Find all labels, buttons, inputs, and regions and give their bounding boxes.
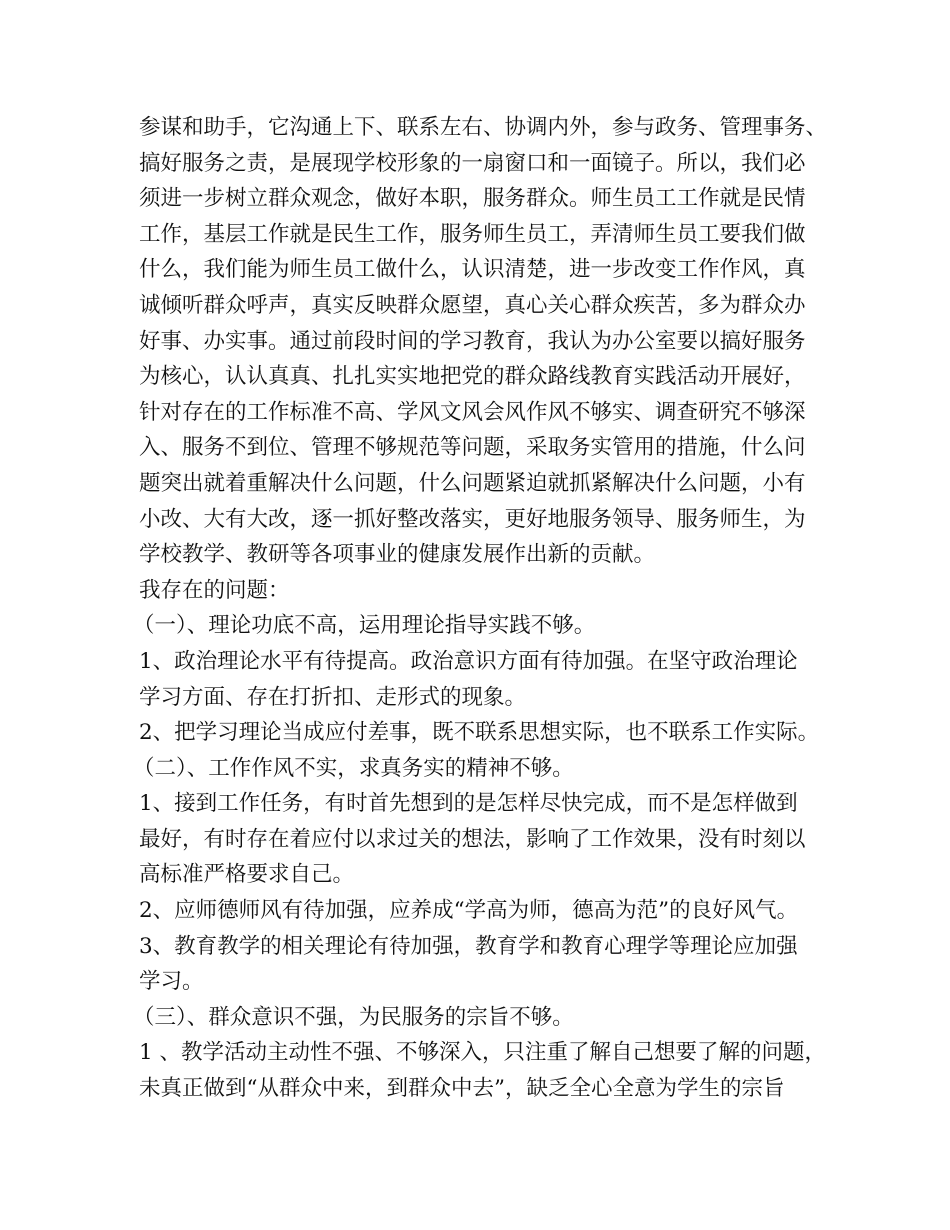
body-line: 入、服务不到位、管理不够规范等问题，采取务实管用的措施，什么问 <box>139 435 806 461</box>
body-line: 什么，我们能为师生员工做什么，认识清楚，进一步改变工作作风，真 <box>139 257 806 283</box>
body-line: 诚倾听群众呼声，真实反映群众愿望，真心关心群众疾苦，多为群众办 <box>139 292 806 318</box>
body-line: 须进一步树立群众观念，做好本职，服务群众。师生员工工作就是民情 <box>139 186 806 212</box>
list-item: 2、把学习理论当成应付差事，既不联系思想实际，也不联系工作实际。 <box>139 720 820 746</box>
subsection-heading: （三）、群众意识不强，为民服务的宗旨不够。 <box>133 1004 574 1030</box>
list-item-continuation: 学习方面、存在打折扣、走形式的现象。 <box>139 684 527 710</box>
list-item: 2、应师德师风有待加强，应养成“学高为师，德高为范”的良好风气。 <box>139 898 799 924</box>
document-body <box>133 110 829 1107</box>
body-line: 参谋和助手，它沟通上下、联系左右、协调内外，参与政务、管理事务、 <box>139 115 828 140</box>
list-item: 3、教育教学的相关理论有待加强，教育学和教育心理学等理论应加强 <box>139 933 798 959</box>
list-item: 1、政治理论水平有待提高。政治意识方面有待加强。在坚守政治理论 <box>139 648 798 674</box>
body-line: 学校教学、教研等各项事业的健康发展作出新的贡献。 <box>139 542 656 568</box>
body-line: 工作，基层工作就是民生工作，服务师生员工，弄清师生员工要我们做 <box>139 221 806 247</box>
list-item-continuation: 未真正做到“从群众中来，到群众中去”，缺乏全心全意为学生的宗旨 <box>139 1076 785 1102</box>
list-item-continuation: 高标准严格要求自己。 <box>139 862 355 888</box>
body-line: 好事、办实事。通过前段时间的学习教育，我认为办公室要以搞好服务 <box>139 328 806 354</box>
list-item: 1 、教学活动主动性不强、不够深入，只注重了解自己想要了解的问题， <box>139 1040 827 1066</box>
body-line: 针对存在的工作标准不高、学风文风会风作风不够实、调查研究不够深 <box>139 399 806 425</box>
list-item-continuation: 最好，有时存在着应付以求过关的想法，影响了工作效果，没有时刻以 <box>139 826 806 852</box>
body-line: 小改、大有大改，逐一抓好整改落实，更好地服务领导、服务师生，为 <box>139 506 806 532</box>
section-heading: 我存在的问题： <box>139 577 290 603</box>
list-item-continuation: 学习。 <box>139 969 204 995</box>
list-item: 1、接到工作任务，有时首先想到的是怎样尽快完成，而不是怎样做到 <box>139 791 798 817</box>
subsection-heading: （一）、理论功底不高，运用理论指导实践不够。 <box>133 613 596 639</box>
body-line: 为核心，认认真真、扎扎实实地把党的群众路线教育实践活动开展好， <box>139 364 806 390</box>
body-line: 题突出就着重解决什么问题，什么问题紧迫就抓紧解决什么问题，小有 <box>139 470 806 496</box>
body-line: 搞好服务之责，是展现学校形象的一扇窗口和一面镜子。所以，我们必 <box>139 150 806 176</box>
subsection-heading: （二）、工作作风不实，求真务实的精神不够。 <box>133 755 574 781</box>
